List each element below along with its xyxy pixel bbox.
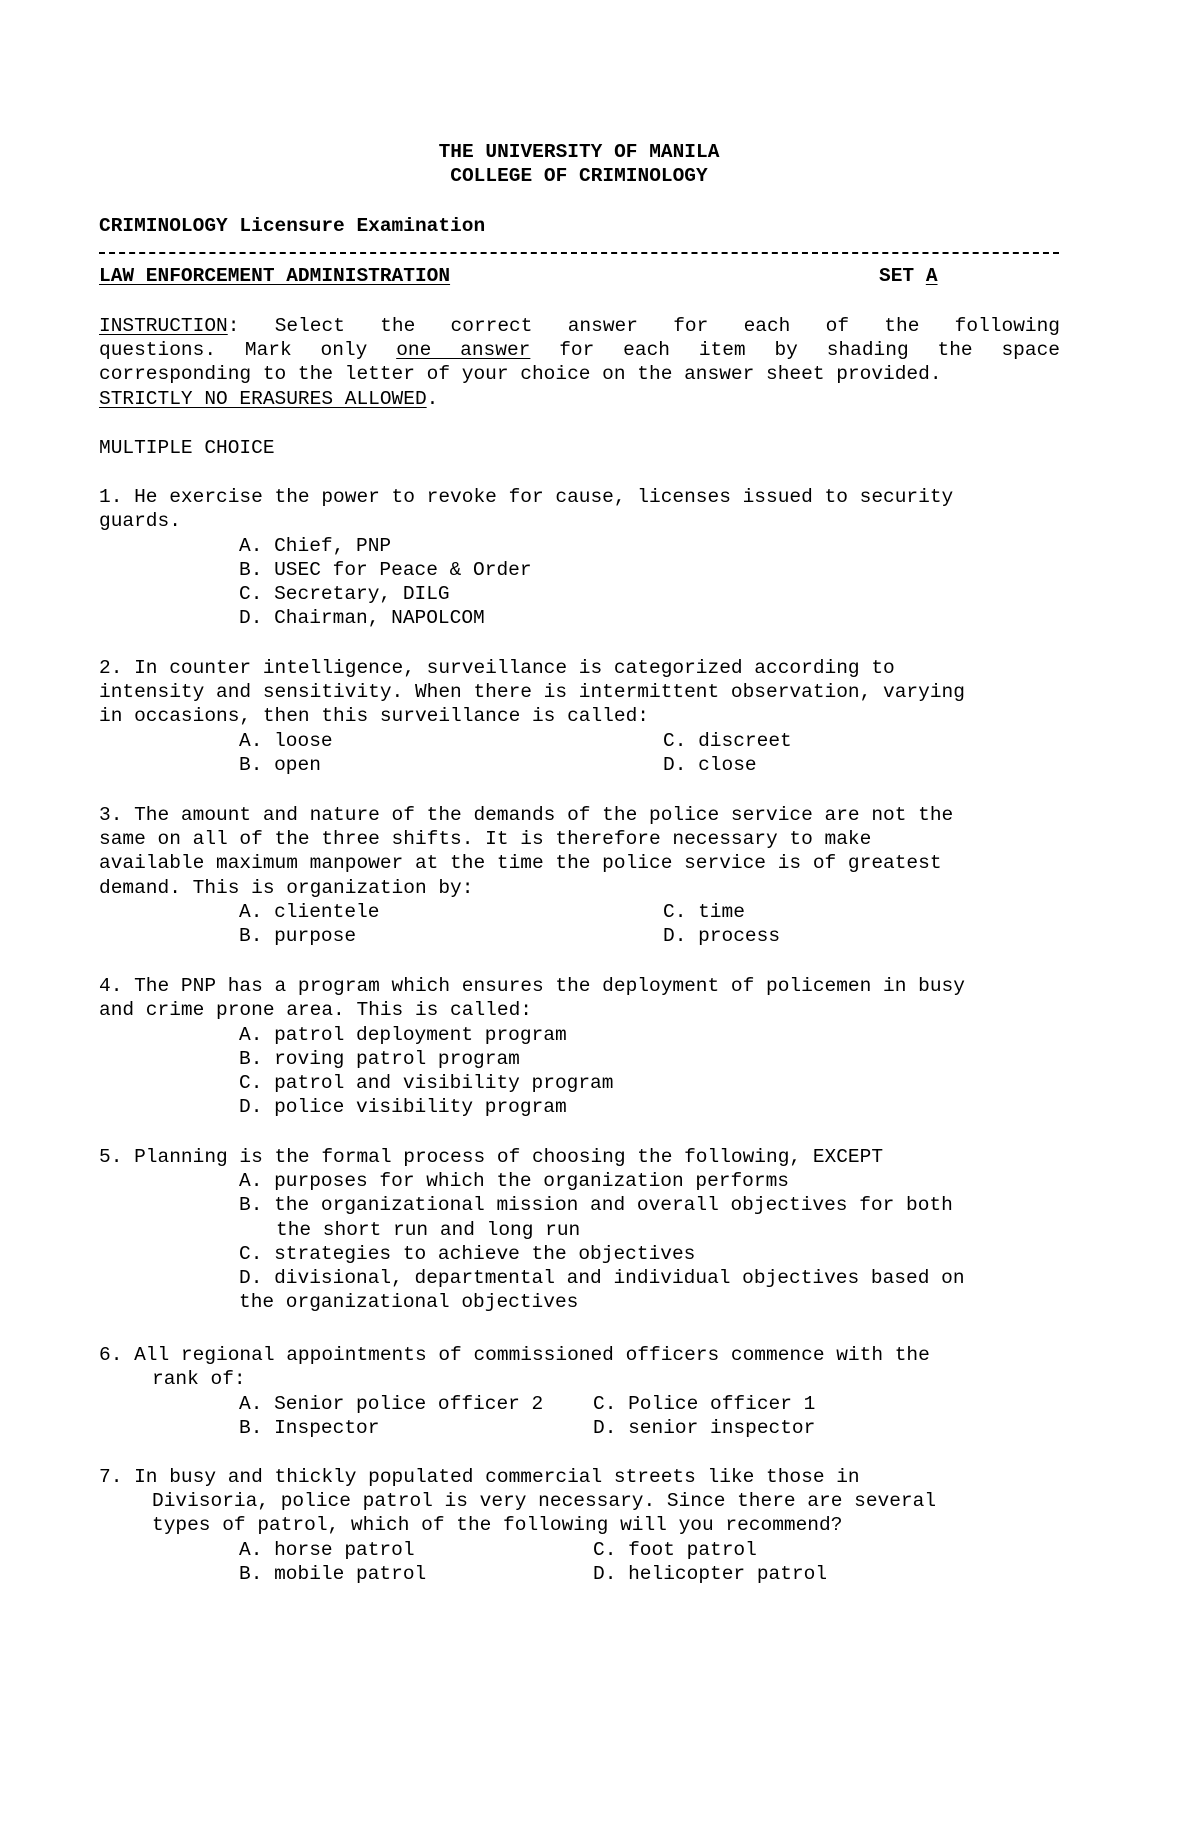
university-name: THE UNIVERSITY OF MANILA [438, 141, 720, 163]
question-text: 2. In counter intelligence, surveillance is categorized according to [99, 657, 895, 679]
option-d: D. police visibility program [239, 1096, 567, 1118]
instruction-line-1 [99, 314, 1060, 338]
section-title: MULTIPLE CHOICE [99, 437, 275, 459]
question-text: Divisoria, police patrol is very necessary. Since there are several [152, 1490, 937, 1512]
question-text: in occasions, then this surveillance is called: [99, 705, 649, 727]
option-c: C. strategies to achieve the objectives [239, 1243, 696, 1265]
set-value: A [925, 265, 938, 287]
question-text: 1. He exercise the power to revoke for cause, licenses issued to security [99, 486, 954, 508]
question-text: and crime prone area. This is called: [99, 999, 532, 1021]
option-b: B. mobile patrol [239, 1563, 427, 1585]
question-text: demand. This is organization by: [99, 877, 474, 899]
question-text: rank of: [152, 1368, 246, 1390]
set-label: SET [879, 265, 915, 287]
option-d: D. senior inspector [593, 1417, 816, 1439]
option-a: A. purposes for which the organization performs [239, 1170, 789, 1192]
question-text: intensity and sensitivity. When there is intermittent observation, varying [99, 681, 965, 703]
option-c: C. foot patrol [593, 1539, 757, 1561]
no-erasures-note: STRICTLY NO ERASURES ALLOWED [99, 388, 427, 410]
option-b: B. USEC for Peace & Order [239, 559, 532, 581]
instruction-text-2a: questions. Mark only [99, 339, 397, 361]
set-indicator [879, 264, 938, 288]
option-c: C. patrol and visibility program [239, 1072, 614, 1094]
instruction-text-1: : Select the correct answer for each of the following [227, 315, 1060, 337]
instruction-line-2 [99, 338, 1060, 362]
instruction-text-2b: for each item by shading the space [530, 339, 1060, 361]
instruction-line-3: corresponding to the letter of your choice on the answer sheet provided. [99, 363, 942, 385]
option-b: B. purpose [239, 925, 357, 947]
option-a: A. loose [239, 730, 333, 752]
question-text: 4. The PNP has a program which ensures the deployment of policemen in busy [99, 975, 965, 997]
option-a: A. Senior police officer 2 [239, 1393, 544, 1415]
option-a: A. patrol deployment program [239, 1024, 567, 1046]
question-text: 6. All regional appointments of commissioned officers commence with the [99, 1344, 930, 1366]
question-text: 3. The amount and nature of the demands of the police service are not the [99, 804, 954, 826]
option-b: B. roving patrol program [239, 1048, 520, 1070]
question-text: available maximum manpower at the time the police service is of greatest [99, 852, 942, 874]
option-d: D. divisional, departmental and individual objectives based on [239, 1267, 965, 1289]
option-a: A. horse patrol [239, 1539, 415, 1561]
option-d-continued: the organizational objectives [239, 1291, 579, 1313]
option-b: B. the organizational mission and overall objectives for both [239, 1194, 953, 1216]
option-c: C. Police officer 1 [593, 1393, 816, 1415]
option-a: A. clientele [239, 901, 380, 923]
exam-title: CRIMINOLOGY Licensure Examination [99, 215, 486, 237]
college-name: COLLEGE OF CRIMINOLOGY [450, 165, 708, 187]
instruction-line-4: STRICTLY NO ERASURES ALLOWED. [99, 388, 439, 410]
question-text: types of patrol, which of the following will you recommend? [152, 1514, 843, 1536]
option-c: C. Secretary, DILG [239, 583, 450, 605]
option-d: D. close [663, 754, 757, 776]
instruction-label: INSTRUCTION [99, 315, 228, 337]
question-text: same on all of the three shifts. It is therefore necessary to make [99, 828, 872, 850]
question-text: 5. Planning is the formal process of choosing the following, EXCEPT [99, 1146, 884, 1168]
subject-title: LAW ENFORCEMENT ADMINISTRATION [99, 265, 451, 287]
option-b: B. open [239, 754, 321, 776]
instruction-one-answer: one answer [396, 339, 531, 361]
option-d: D. helicopter patrol [593, 1563, 828, 1585]
option-c: C. time [663, 901, 745, 923]
dashed-divider [99, 252, 1059, 254]
option-c: C. discreet [663, 730, 792, 752]
option-d: D. Chairman, NAPOLCOM [239, 607, 485, 629]
option-b: B. Inspector [239, 1417, 380, 1439]
option-d: D. process [663, 925, 781, 947]
option-a: A. Chief, PNP [239, 535, 392, 557]
question-text: guards. [99, 510, 181, 532]
question-text: 7. In busy and thickly populated commercial streets like those in [99, 1466, 860, 1488]
option-b-continued: the short run and long run [276, 1219, 581, 1241]
